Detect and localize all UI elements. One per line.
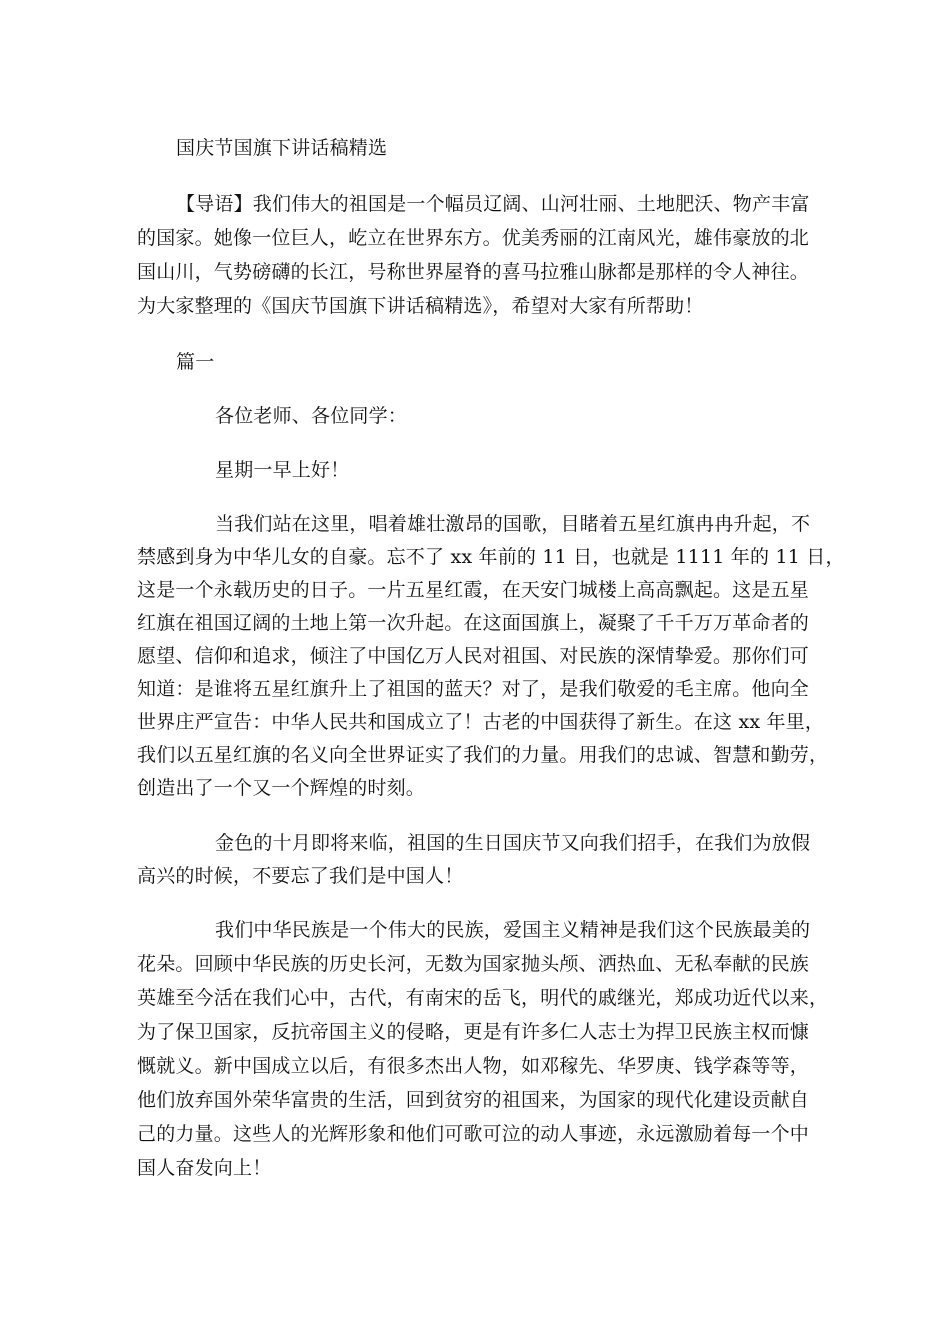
paragraph1-line-5: 愿望、信仰和追求，倾注了中国亿万人民对祖国、对民族的深情挚爱。那你们可 (137, 645, 810, 667)
salutation: 各位老师、各位同学： (215, 405, 408, 427)
paragraph3-line-5: 慨就义。新中国成立以后，有很多杰出人物，如邓稼先、华罗庚、钱学森等等， (137, 1055, 810, 1077)
paragraph3-line-1: 我们中华民族是一个伟大的民族，爱国主义精神是我们这个民族最美的 (215, 919, 811, 941)
paragraph1-line-8: 我们以五星红旗的名义向全世界证实了我们的力量。用我们的忠诚、智慧和勤劳， (137, 744, 829, 766)
section-heading: 篇一 (176, 351, 215, 373)
paragraph1-line-6: 知道：是谁将五星红旗升上了祖国的蓝天？对了，是我们敬爱的毛主席。他向全 (137, 678, 810, 700)
paragraph2-line-1: 金色的十月即将来临，祖国的生日国庆节又向我们招手，在我们为放假 (215, 832, 811, 854)
paragraph3-line-3: 英雄至今活在我们心中，古代，有南宋的岳飞，明代的戚继光，郑成功近代以来， (137, 987, 829, 1009)
intro-line-3: 国山川，气势磅礴的长江，号称世界屋脊的喜马拉雅山脉都是那样的令人神往。 (137, 261, 810, 283)
intro-line-4: 为大家整理的《国庆节国旗下讲话稿精选》，希望对大家有所帮助！ (137, 295, 704, 317)
paragraph1-line-4: 红旗在祖国辽阔的土地上第一次升起。在这面国旗上，凝聚了千千万万革命者的 (137, 612, 810, 634)
intro-line-2: 的国家。她像一位巨人，屹立在世界东方。优美秀丽的江南风光，雄伟豪放的北 (137, 227, 810, 249)
paragraph3-line-6: 他们放弃国外荣华富贵的生活，回到贫穷的祖国来，为国家的现代化建设贡献自 (137, 1089, 810, 1111)
paragraph2-line-2: 高兴的时候，不要忘了我们是中国人！ (137, 865, 464, 887)
paragraph1-line-7: 世界庄严宣告：中华人民共和国成立了！古老的中国获得了新生。在这 xx 年里， (137, 711, 825, 733)
paragraph1-line-2: 禁感到身为中华儿女的自豪。忘不了 xx 年前的 11 日，也就是 1111 年的 11 日， (137, 546, 845, 568)
greeting: 星期一早上好！ (215, 459, 350, 481)
document-title: 国庆节国旗下讲话稿精选 (176, 137, 388, 159)
paragraph3-line-2: 花朵。回顾中华民族的历史长河，无数为国家抛头颅、洒热血、无私奉献的民族 (137, 953, 810, 975)
paragraph1-line-3: 这是一个永载历史的日子。一片五星红霞，在天安门城楼上高高飘起。这是五星 (137, 579, 810, 601)
paragraph1-line-1: 当我们站在这里，唱着雄壮激昂的国歌，目睹着五星红旗冉冉升起，不 (215, 513, 811, 535)
paragraph3-line-4: 为了保卫国家，反抗帝国主义的侵略，更是有许多仁人志士为捍卫民族主权而慷 (137, 1021, 810, 1043)
paragraph3-line-7: 己的力量。这些人的光辉形象和他们可歌可泣的动人事迹，永远激励着每一个中 (137, 1123, 810, 1145)
paragraph1-line-9: 创造出了一个又一个辉煌的时刻。 (137, 777, 426, 799)
intro-line-1: 【导语】我们伟大的祖国是一个幅员辽阔、山河壮丽、土地肥沃、物产丰富 (176, 193, 810, 215)
paragraph3-line-8: 国人奋发向上！ (137, 1157, 272, 1179)
